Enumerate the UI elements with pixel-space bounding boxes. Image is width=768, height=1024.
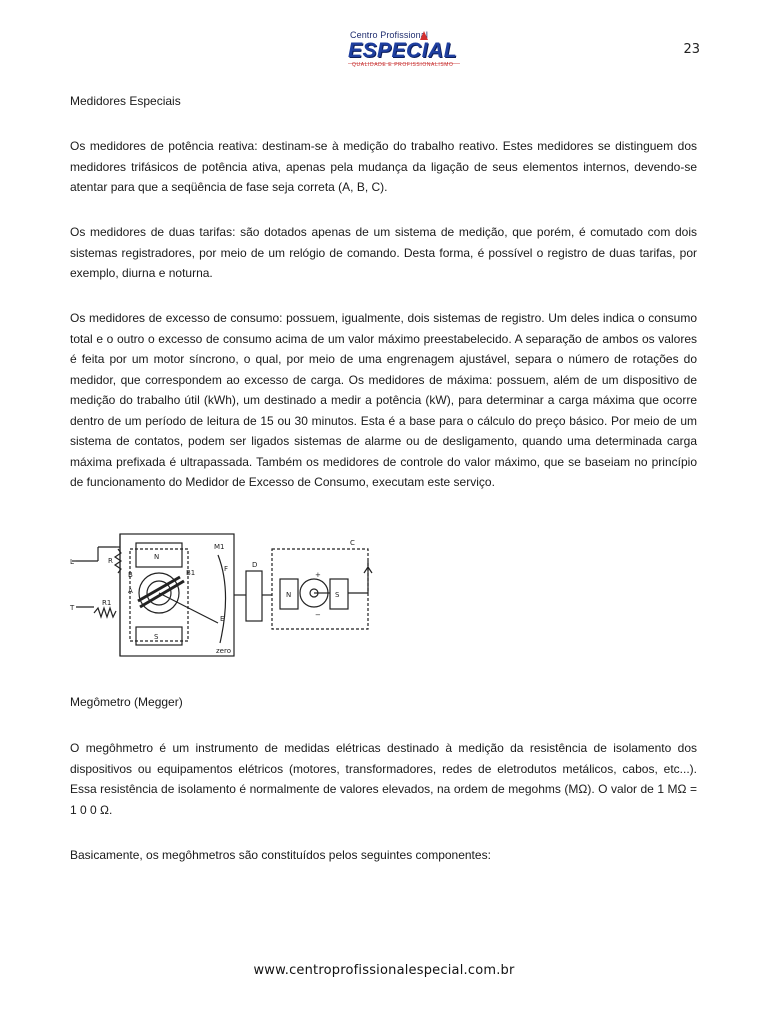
label-r1: R1	[102, 599, 112, 607]
company-logo	[338, 26, 470, 76]
paragraph-megohmetro: O megôhmetro é um instrumento de medidas elétricas destinado à medição da resistência de isolamento dos dispositivos ou equipamentos elétricos (motores, transformadores, redes de eletrodutos metálicos, cabos, etc...). Essa resistência de isolamento é normalmente de valores elevados, na ordem de megohms (MΩ). O valor de 1 MΩ = 1 0 0 Ω.	[70, 741, 697, 817]
label-plus: +	[315, 571, 321, 579]
paragraph-potencia-reativa: Os medidores de potência reativa: destinam-se à medição do trabalho reativo. Estes medidores se distinguem dos medidores trifásicos de potência ativa, apenas pela mudança da ligação de seus elementos internos, devendo-se atentar para que a seqüência de fase seja correta (A, B, C).	[70, 139, 697, 194]
label-b1: B1	[186, 569, 196, 577]
label-a: A	[128, 587, 133, 595]
logo-tagline: QUALIDADE E PROFISSIONALISMO	[352, 62, 454, 68]
label-s2: S	[335, 591, 340, 599]
label-e: E	[220, 615, 225, 623]
label-t: T	[70, 604, 75, 612]
label-b: B	[128, 571, 133, 579]
label-n2: N	[286, 591, 292, 599]
label-n: N	[154, 553, 160, 561]
page-number: 23	[683, 42, 700, 57]
paragraph-excesso-consumo: Os medidores de excesso de consumo: possuem, igualmente, dois sistemas de registro. Um deles indica o consumo total e o outro o excesso de consumo acima de um valor máximo preestabelecido. A separação de ambos os valores é feita por um motor síncrono, o qual, por meio de uma engrenagem ajustável, separa o número de rotações do medidor, que correspondem ao excesso de carga. Os medidores de máxima: possuem, além de um dispositivo de medição do trabalho útil (kWh), um destinado a medir a potência (kW), para determinar a carga máxima que ocorre dentro de um período de leitura de 15 ou 30 minutos. Esta é a base para o cálculo do preço básico. Por meio de um sistema de contatos, podem ser ligados sistemas de alarme ou de desligamento, quando uma determinada carga máxima prefixada é ultrapassada. Também os medidores de controle do valor máximo, que se baseiam no princípio de funcionamento do Medidor de Excesso de Consumo, executam este serviço.	[70, 311, 697, 489]
section-heading-medidores: Medidores Especiais	[70, 94, 181, 108]
label-minus: −	[315, 611, 321, 619]
label-f: F	[224, 565, 229, 573]
footer-url: www.centroprofissionalespecial.com.br	[253, 963, 515, 978]
section-heading-megometro: Megômetro (Megger)	[70, 695, 183, 709]
paragraph-duas-tarifas: Os medidores de duas tarifas: são dotados apenas de um sistema de medição, que porém, é comutado com dois sistemas registradores, por meio de um relógio de comando. Desta forma, é possível o registro de duas tarifas, por exemplo, diurna e noturna.	[70, 225, 697, 280]
logo-main-text: ESPECIAL	[348, 39, 458, 62]
label-c: C	[350, 539, 355, 547]
meter-schematic-diagram	[68, 531, 394, 659]
paragraph-componentes: Basicamente, os megôhmetros são constituídos pelos seguintes componentes:	[70, 848, 491, 862]
label-zero: zero	[216, 647, 231, 655]
label-m1: M1	[214, 543, 225, 551]
logo-top-text: Centro Profissional	[350, 30, 428, 40]
label-d: D	[252, 561, 258, 569]
label-s: S	[154, 633, 159, 641]
label-r: R	[108, 557, 113, 565]
label-l: L	[70, 558, 74, 566]
